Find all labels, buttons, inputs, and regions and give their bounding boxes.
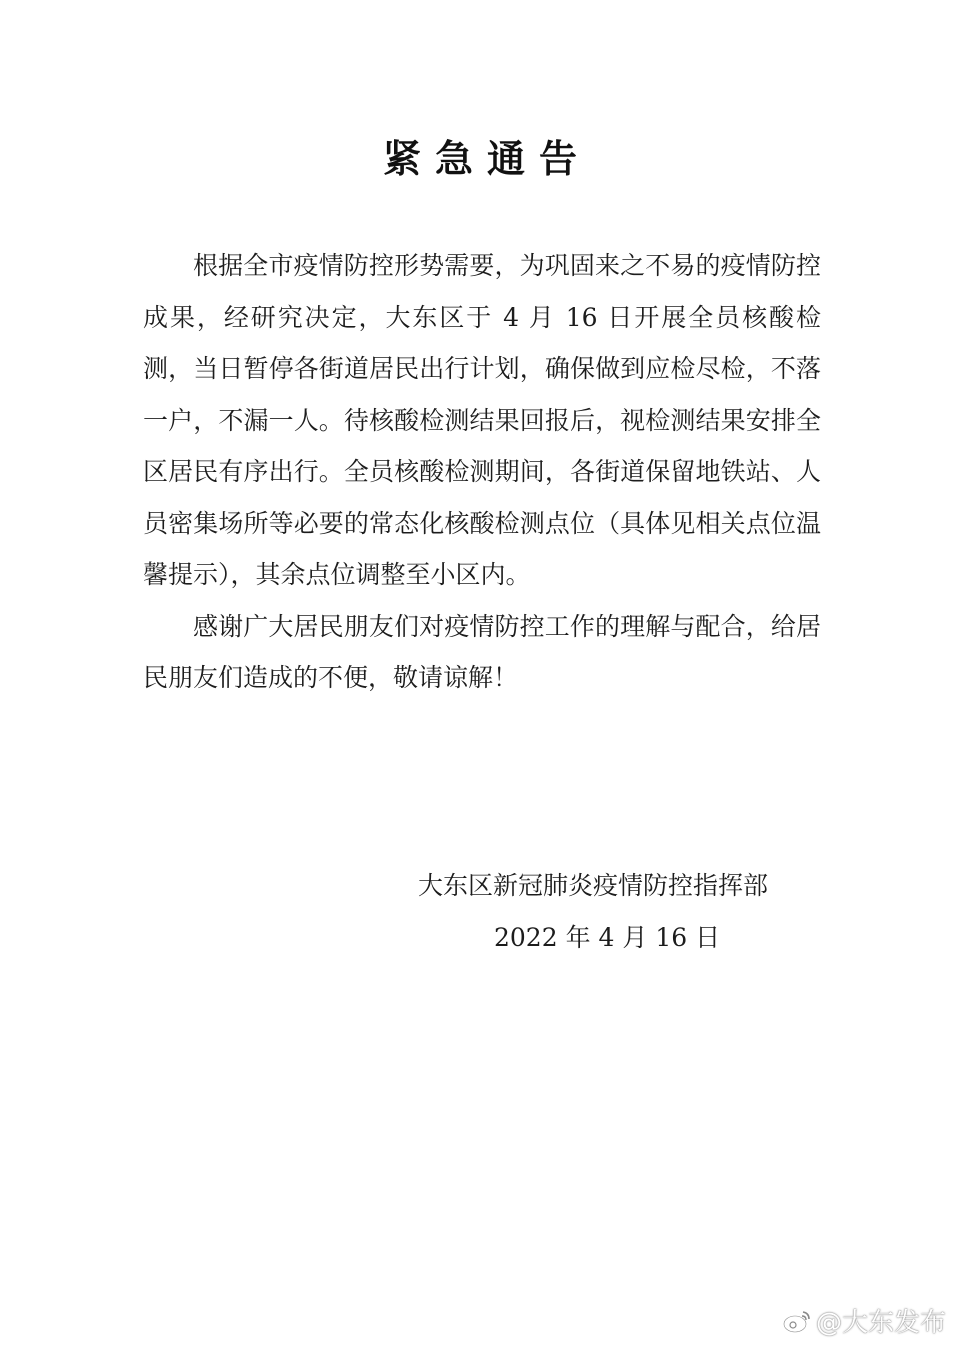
notice-paragraph: 感谢广大居民朋友们对疫情防控工作的理解与配合，给居民朋友们造成的不便，敬请谅解！ — [143, 611, 821, 692]
notice-body — [143, 240, 821, 704]
notice-title: 紧急通告 — [382, 136, 591, 181]
weibo-watermark — [782, 1302, 946, 1339]
signature-date: 2022 年 4 月 16 日 — [494, 922, 721, 952]
weibo-icon — [782, 1308, 812, 1334]
signature-block — [418, 860, 798, 963]
watermark-text: @大东发布 — [815, 1308, 946, 1338]
signature-organization: 大东区新冠肺炎疫情防控指挥部 — [418, 871, 769, 900]
notice-paragraph: 根据全市疫情防控形势需要，为巩固来之不易的疫情防控成果，经研究决定，大东区于 4 月 16 日开展全员核酸检测，当日暂停各街道居民出行计划，确保做到应检尽检，不落一户，不漏一人。待核酸检测结果回报后，视检测结果安排全区居民有序出行。全员核酸检测期间，各街道保留地铁站、人员密集场所等必要的常态化核酸检测点位（具体见相关点位温馨提示），其余点位调整至小区内。 — [143, 251, 821, 589]
